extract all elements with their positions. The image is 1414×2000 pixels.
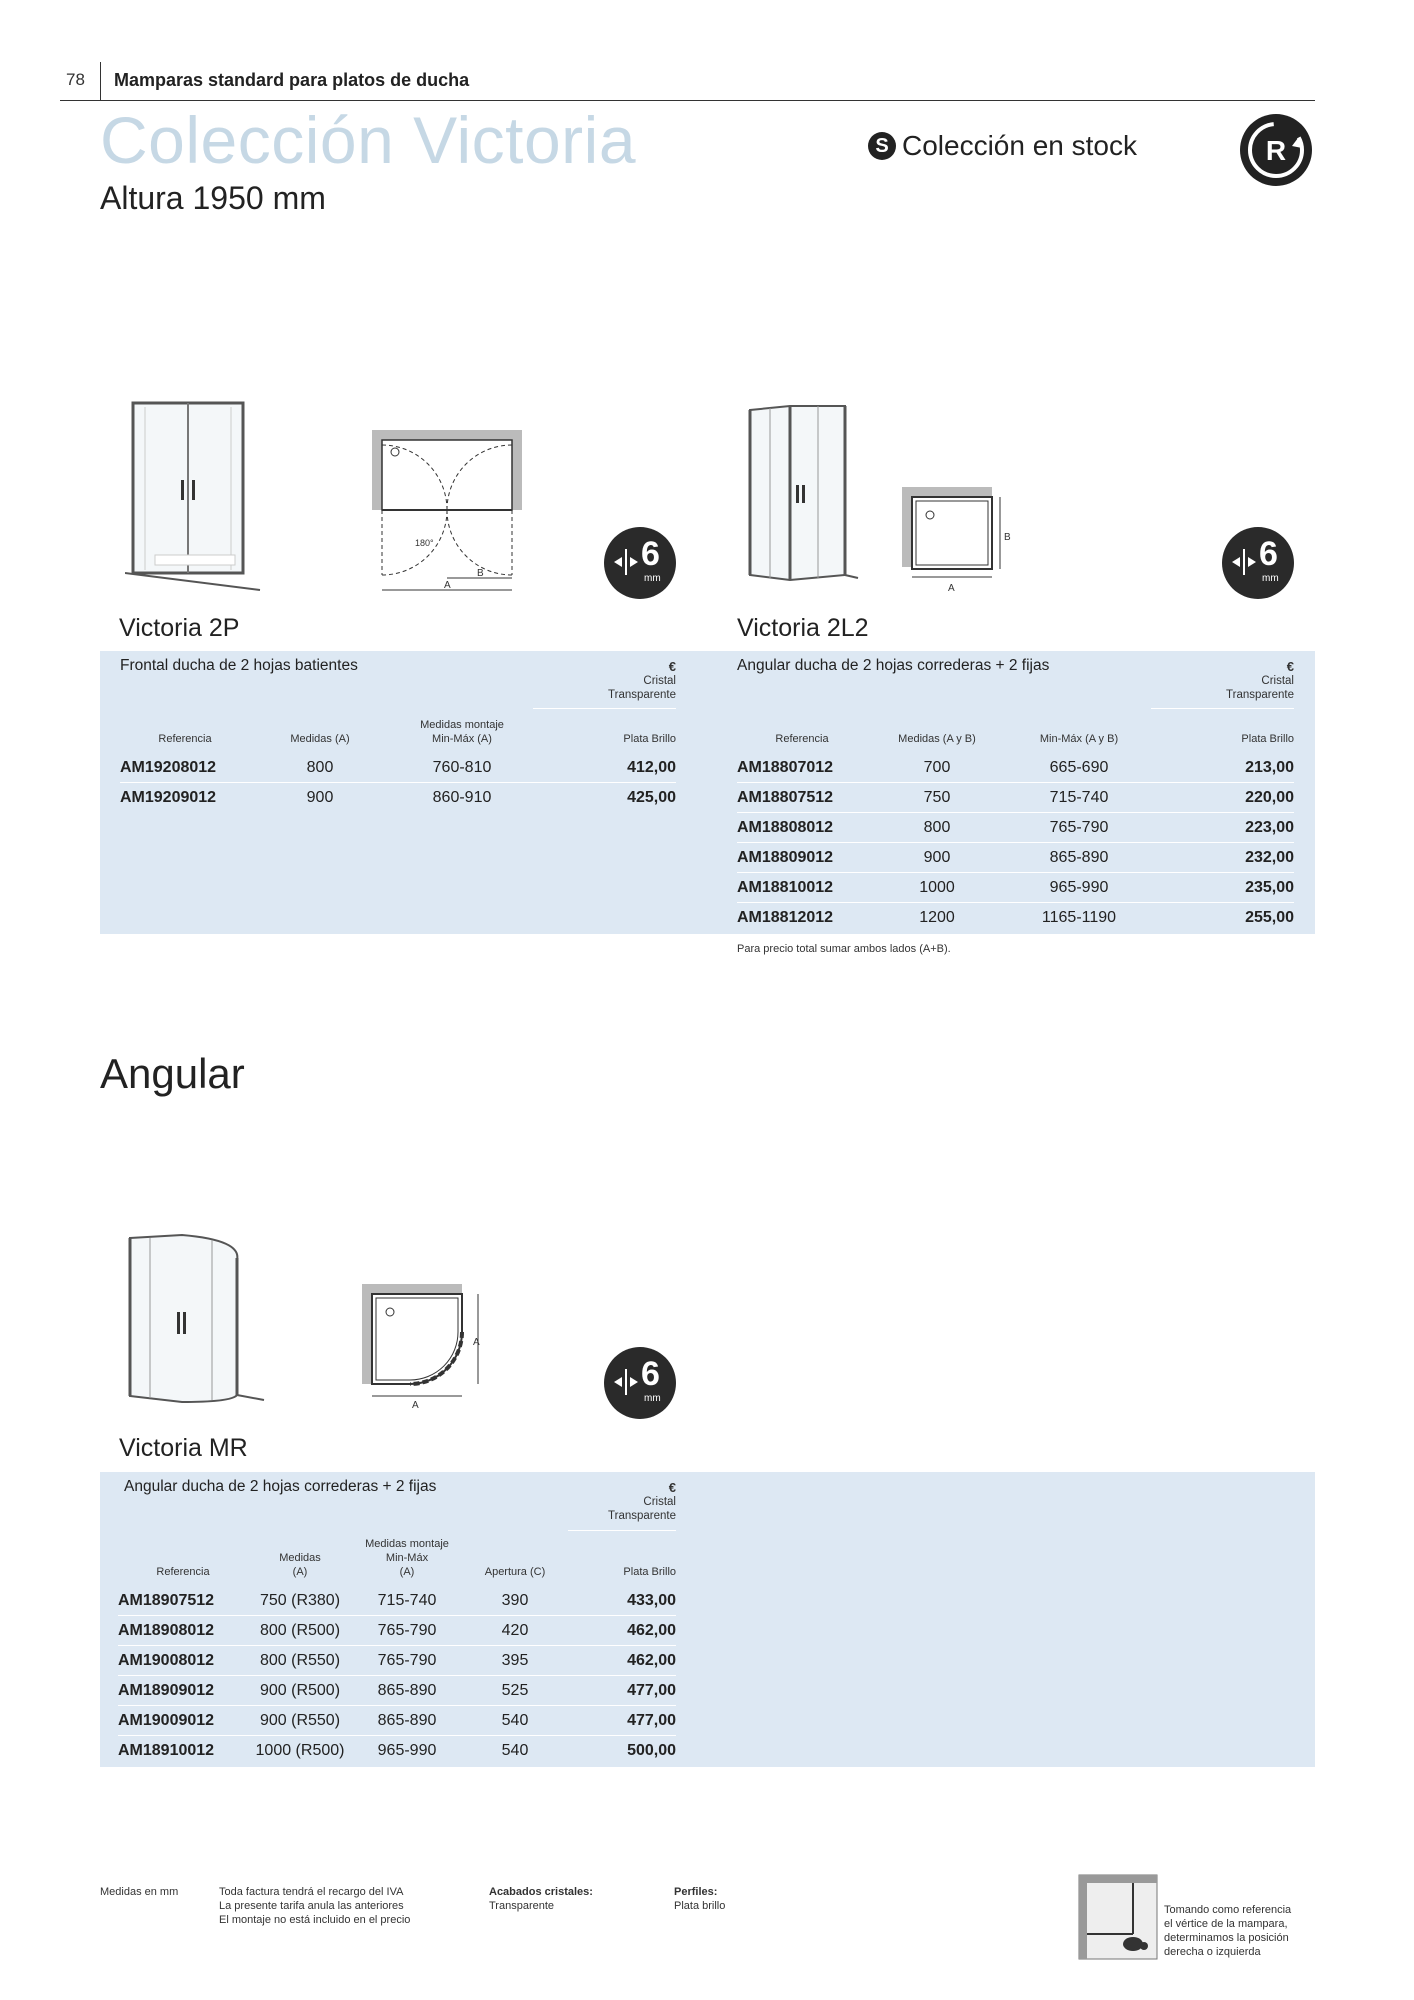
- badge-unit: mm: [1262, 573, 1279, 584]
- glass-thickness-6mm-icon: [604, 1347, 676, 1419]
- row-ref: AM18808012: [737, 819, 834, 836]
- badge-number: 6: [1259, 535, 1278, 573]
- row-ref: AM18910012: [118, 1742, 215, 1759]
- stock-s-icon: S: [868, 132, 896, 160]
- row-opening: 390: [501, 1592, 529, 1609]
- row-opening: 420: [501, 1622, 529, 1639]
- col-header-size: Medidas (A y B): [898, 733, 976, 745]
- row-price: 462,00: [627, 1622, 676, 1639]
- row-opening: 540: [501, 1712, 529, 1729]
- divider: [568, 1530, 676, 1531]
- row-opening: 395: [501, 1652, 529, 1669]
- row-price: 425,00: [627, 789, 676, 806]
- row-size: 800: [923, 819, 951, 836]
- row-mount: 860-910: [432, 789, 492, 806]
- dimension-a-label: A: [444, 580, 451, 591]
- footer-profiles-title: Perfiles:: [674, 1886, 718, 1898]
- row-mount: 765-790: [1049, 819, 1109, 836]
- row-ref: AM18807012: [737, 759, 834, 776]
- row-ref: AM18908012: [118, 1622, 215, 1639]
- col-header-size-line1: Medidas: [279, 1552, 321, 1564]
- victoria-2p-description: Frontal ducha de 2 hojas batientes: [120, 657, 358, 674]
- victoria-2p-name: Victoria 2P: [119, 614, 240, 642]
- logo-letter: R: [1265, 135, 1287, 166]
- col-header-mount-line1: Medidas montaje: [365, 1538, 449, 1550]
- table-row: [737, 812, 1294, 843]
- page-number: 78: [66, 70, 85, 89]
- dimension-a-label: A: [473, 1337, 480, 1348]
- footer-profiles-value: Plata brillo: [674, 1900, 726, 1912]
- table-row: [118, 1705, 676, 1736]
- col-header-ref: Referencia: [156, 1566, 210, 1578]
- col-header-mount-line2: Min-Máx (A): [432, 733, 492, 745]
- row-mount: 715-740: [1049, 789, 1109, 806]
- table-row: [120, 752, 676, 783]
- col-header-mount: [342, 1537, 472, 1579]
- row-ref: AM19209012: [120, 789, 217, 806]
- row-ref: AM18807512: [737, 789, 834, 806]
- table-row: [118, 1735, 676, 1765]
- row-size: 900: [923, 849, 951, 866]
- divider: [533, 708, 676, 709]
- row-price: 223,00: [1245, 819, 1294, 836]
- row-mount: 965-990: [1049, 879, 1109, 896]
- table-row: [737, 902, 1294, 932]
- victoria-2l2-name: Victoria 2L2: [737, 614, 869, 642]
- header-title: Mamparas standard para platos de ducha: [114, 70, 470, 90]
- victoria-2p-product-image: [125, 395, 265, 595]
- row-mount: 965-990: [377, 1742, 437, 1759]
- row-mount: 665-690: [1049, 759, 1109, 776]
- table-row: [120, 782, 676, 812]
- col-header-size-line2: (A): [292, 1566, 308, 1578]
- victoria-mr-name: Victoria MR: [119, 1434, 248, 1462]
- row-ref: AM18809012: [737, 849, 834, 866]
- col-header-finish: Plata Brillo: [1241, 733, 1294, 745]
- collection-subtitle: Altura 1950 mm: [100, 180, 326, 216]
- table-row: [118, 1585, 676, 1616]
- col-header-size: [250, 1551, 350, 1579]
- row-opening: 540: [501, 1742, 529, 1759]
- row-mount: 1165-1190: [1041, 909, 1117, 926]
- dimension-b-label: B: [477, 568, 484, 579]
- row-ref: AM18907512: [118, 1592, 215, 1609]
- row-size: 1000 (R500): [255, 1742, 345, 1759]
- header-divider: [100, 62, 101, 100]
- row-size: 900: [306, 789, 334, 806]
- col-header-finish: Plata Brillo: [623, 733, 676, 745]
- glass-thickness-6mm-icon: [604, 527, 676, 599]
- victoria-2l2-note: Para precio total sumar ambos lados (A+B).: [737, 943, 951, 955]
- table-row: [118, 1615, 676, 1646]
- row-price: 412,00: [627, 759, 676, 776]
- glass-finish-label: Transparente: [1226, 689, 1294, 701]
- footer-glass-title: Acabados cristales:: [489, 1886, 593, 1898]
- row-price: 235,00: [1245, 879, 1294, 896]
- angle-label: 180°: [415, 538, 434, 548]
- table-row: [737, 842, 1294, 873]
- row-ref: AM18909012: [118, 1682, 215, 1699]
- row-size: 1200: [919, 909, 955, 926]
- glass-type-label: Cristal: [643, 675, 676, 687]
- row-ref: AM18812012: [737, 909, 834, 926]
- row-price: 477,00: [627, 1712, 676, 1729]
- currency-symbol: €: [668, 1480, 676, 1495]
- footer-glass-value: Transparente: [489, 1900, 555, 1912]
- col-header-ref: Referencia: [158, 733, 212, 745]
- currency-symbol: €: [1286, 659, 1294, 674]
- row-size: 1000: [919, 879, 955, 896]
- footer-glass-finishes: [489, 1885, 593, 1913]
- badge-number: 6: [641, 1355, 660, 1393]
- col-header-ref: Referencia: [775, 733, 829, 745]
- table-row: [737, 872, 1294, 903]
- table-row: [737, 752, 1294, 783]
- row-opening: 525: [501, 1682, 529, 1699]
- row-ref: AM19208012: [120, 759, 217, 776]
- footer-ref-line2: el vértice de la mampara,: [1164, 1918, 1288, 1930]
- footer-measures: Medidas en mm: [100, 1886, 179, 1898]
- row-mount: 760-810: [432, 759, 492, 776]
- divider: [1151, 708, 1294, 709]
- row-mount: 865-890: [377, 1682, 437, 1699]
- row-price: 220,00: [1245, 789, 1294, 806]
- victoria-2p-price-header: [576, 660, 676, 702]
- badge-number: 6: [641, 535, 660, 573]
- row-mount: 865-890: [377, 1712, 437, 1729]
- row-size: 900 (R550): [259, 1712, 341, 1729]
- col-header-mount-line1: Medidas montaje: [420, 719, 504, 731]
- stock-indicator: [868, 130, 1137, 162]
- row-price: 232,00: [1245, 849, 1294, 866]
- victoria-mr-floor-plan: [360, 1282, 490, 1412]
- col-header-mount-line2: Min-Máx: [385, 1552, 429, 1564]
- row-price: 433,00: [627, 1592, 676, 1609]
- table-row: [118, 1675, 676, 1706]
- glass-thickness-6mm-icon: [1222, 527, 1294, 599]
- table-row: [737, 782, 1294, 813]
- footer-invoice-notes: [219, 1885, 410, 1927]
- col-header-mount: [397, 718, 527, 746]
- footer-invoice-line1: Toda factura tendrá el recargo del IVA: [219, 1886, 404, 1898]
- row-ref: AM18810012: [737, 879, 834, 896]
- col-header-finish: Plata Brillo: [623, 1566, 676, 1578]
- stock-label: Colección en stock: [902, 130, 1138, 161]
- row-price: 255,00: [1245, 909, 1294, 926]
- row-mount: 765-790: [377, 1652, 437, 1669]
- currency-symbol: €: [668, 659, 676, 674]
- row-size: 750: [923, 789, 951, 806]
- recycle-r-logo-icon: [1240, 114, 1312, 186]
- header-rule: [60, 100, 1315, 101]
- victoria-2l2-description: Angular ducha de 2 hojas correderas + 2 fijas: [737, 657, 1050, 674]
- row-ref: AM19009012: [118, 1712, 215, 1729]
- row-price: 462,00: [627, 1652, 676, 1669]
- victoria-2l2-floor-plan: [900, 485, 1020, 597]
- table-row: [118, 1645, 676, 1676]
- victoria-mr-product-image: [122, 1230, 272, 1405]
- row-size: 900 (R500): [259, 1682, 341, 1699]
- dimension-b-label: B: [1004, 532, 1011, 543]
- badge-unit: mm: [644, 1393, 661, 1404]
- row-size: 800 (R500): [259, 1622, 341, 1639]
- orientation-reference-icon: [1078, 1874, 1158, 1960]
- glass-finish-label: Transparente: [608, 689, 676, 701]
- row-size: 800: [306, 759, 334, 776]
- glass-type-label: Cristal: [643, 1496, 676, 1508]
- dimension-a-label: A: [412, 1400, 419, 1411]
- row-ref: AM19008012: [118, 1652, 215, 1669]
- row-mount: 715-740: [377, 1592, 437, 1609]
- row-mount: 765-790: [377, 1622, 437, 1639]
- victoria-2l2-product-image: [740, 400, 860, 595]
- col-header-opening: Apertura (C): [484, 1566, 546, 1578]
- angular-section-title: Angular: [100, 1050, 245, 1097]
- footer-ref-line1: Tomando como referencia: [1164, 1904, 1292, 1916]
- footer-profiles: [674, 1885, 725, 1913]
- col-header-mount: Min-Máx (A y B): [1039, 733, 1119, 745]
- footer-invoice-line2: La presente tarifa anula las anteriores: [219, 1900, 404, 1912]
- victoria-2l2-price-header: [1194, 660, 1294, 702]
- footer-ref-line4: derecha o izquierda: [1164, 1946, 1261, 1958]
- row-price: 213,00: [1245, 759, 1294, 776]
- row-price: 477,00: [627, 1682, 676, 1699]
- collection-title: Colección Victoria: [100, 103, 637, 177]
- badge-unit: mm: [644, 573, 661, 584]
- row-size: 700: [923, 759, 951, 776]
- col-header-size: Medidas (A): [290, 733, 350, 745]
- glass-type-label: Cristal: [1261, 675, 1294, 687]
- glass-finish-label: Transparente: [608, 1510, 676, 1522]
- row-size: 750 (R380): [259, 1592, 341, 1609]
- footer-orientation-note: [1164, 1903, 1291, 1959]
- row-price: 500,00: [627, 1742, 676, 1759]
- row-mount: 865-890: [1049, 849, 1109, 866]
- dimension-a-label: A: [948, 583, 955, 594]
- victoria-mr-price-header: [576, 1481, 676, 1523]
- footer-ref-line3: determinamos la posición: [1164, 1932, 1289, 1944]
- row-size: 800 (R550): [259, 1652, 341, 1669]
- victoria-mr-description: Angular ducha de 2 hojas correderas + 2 fijas: [124, 1478, 437, 1495]
- victoria-2p-floor-plan: [370, 428, 530, 598]
- col-header-mount-line3: (A): [399, 1566, 415, 1578]
- footer-invoice-line3: El montaje no está incluido en el precio: [219, 1914, 411, 1926]
